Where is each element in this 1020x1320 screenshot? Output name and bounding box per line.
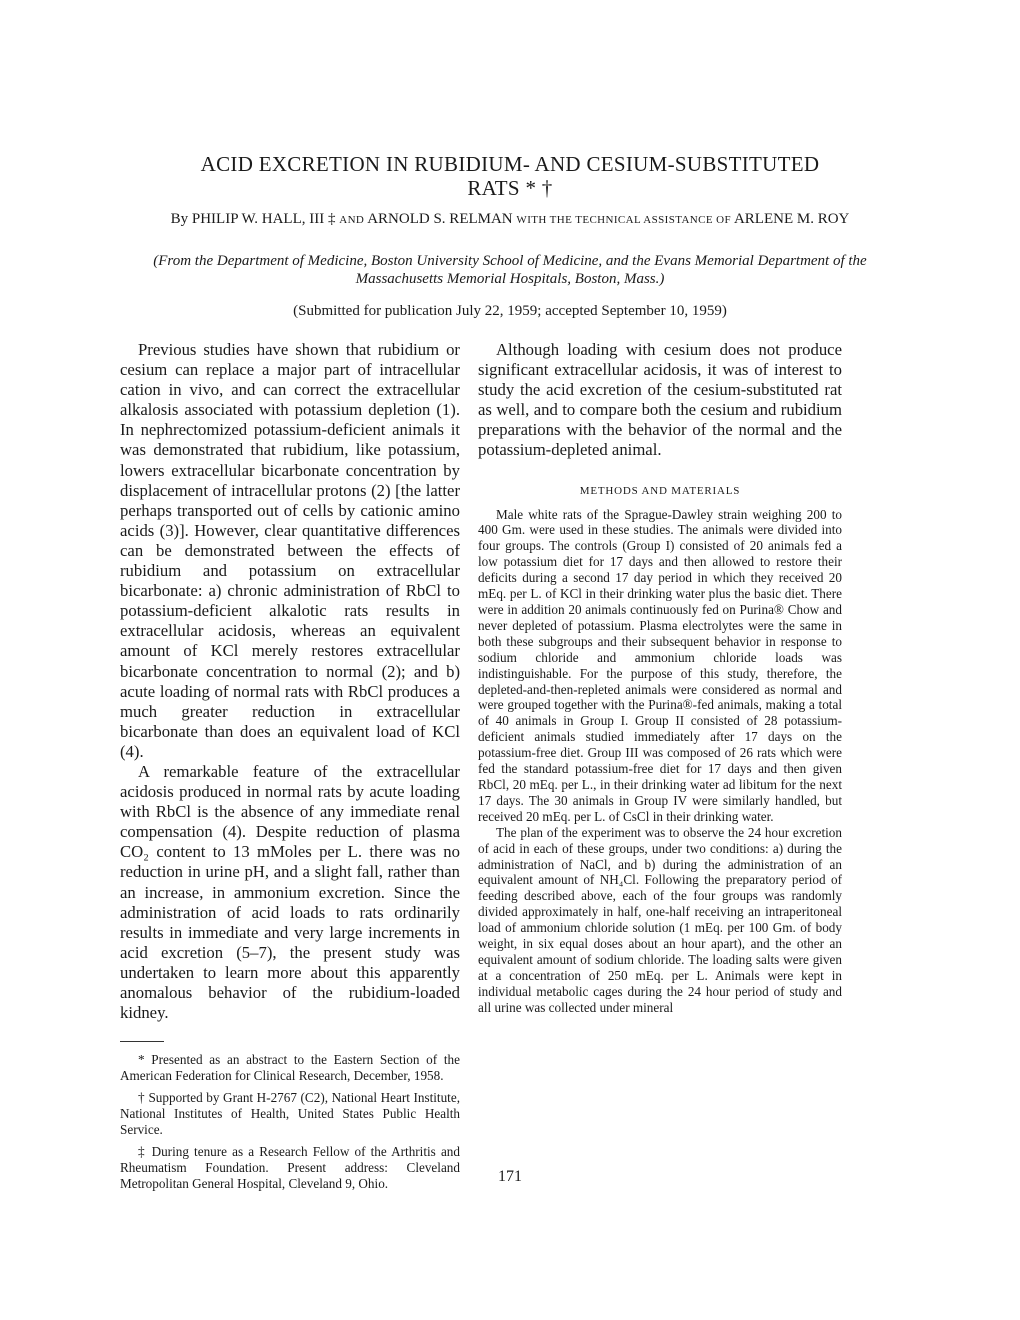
footnote-3: ‡ During tenure as a Research Fellow of the Arthritis and Rheumatism Foundation. Present address: Cleveland Metropolitan General Hospital, Cleveland 9, Ohio.: [120, 1143, 460, 1191]
intro-paragraph-1: Previous studies have shown that rubidium or cesium can replace a major part of intracellular cation in vivo, and can correct the extracellular alkalosis associated with potassium depletion (1). In nephrectomized potassium-deficient animals it was demonstrated that rubidium, like potassium, lowers extracellular bicarbonate concentration by displacement of intracellular protons (2) [the latter perhaps transported out of cells by cationic amino acids (3)]. However, clear quantitative differences can be demonstrated between the effects of rubidium and potassium on extracellular bicarbonate: a) chronic administration of RbCl to potassium-deficient alkalotic rats results in extracellular acidosis, whereas an equivalent amount of KCl merely restores extracellular bicarbonate concentration to normal (2); and b) acute loading of normal rats with RbCl produces a much greater reduction in extracellular bicarbonate than does an equivalent load of KCl (4).: [120, 340, 460, 761]
author-2: ARNOLD S. RELMAN: [367, 211, 513, 227]
methods-paragraph-2: The plan of the experiment was to observe the 24 hour excretion of acid in each of these groups, under two conditions: a) during the administration of NaCl, and b) during the administration of an equivalent amount of NH₄Cl. Following the preparatory period of feeding described above, each of the four groups was randomly divided approximately in half, one-half receiving an intraperitoneal load of ammonium chloride solution (1 mEq. per 100 Gm. of body weight, in six equal doses about an hour apart), and the other an equivalent amount of sodium chloride. The loading salts were given at a concentration of 250 mEq. per L. Animals were kept in individual metabolic cages during the 24 hour period of study and all urine was collected under mineral: [478, 824, 842, 1015]
assistant: ARLENE M. ROY: [733, 211, 850, 227]
affiliation: (From the Department of Medicine, Boston University School of Medicine, and the Evans Memorial Department of the Massachusetts Memorial Hospitals, Boston, Mass.): [153, 253, 867, 287]
author-1: PHILIP W. HALL, III ‡: [191, 211, 336, 227]
section-heading-methods: METHODS AND MATERIALS: [579, 484, 741, 497]
footnote-2: † Supported by Grant H-2767 (C2), National Heart Institute, National Institutes of Health, United States Public Health Service.: [120, 1090, 460, 1137]
footnote-rule: [120, 1041, 164, 1042]
footnote-1: * Presented as an abstract to the Eastern Section of the American Federation for Clinical Research, December, 1958.: [120, 1052, 460, 1084]
byline-and: AND: [339, 214, 365, 226]
byline-assistance: WITH THE TECHNICAL ASSISTANCE OF: [516, 214, 732, 226]
intro-paragraph-3: Although loading with cesium does not produce significant extracellular acidosis, it was of interest to study the acid excretion of the cesium-substituted rat as well, and to compare both the cesium and rubidium preparations with the behavior of the normal and the potassium-depleted animal.: [478, 340, 842, 460]
methods-paragraph-1: Male white rats of the Sprague-Dawley strain weighing 200 to 400 Gm. were used in these studies. The animals were divided into four groups. The controls (Group I) consisted of 20 animals fed a low potassium diet for 17 days and then allowed to restore their deficits during a second 17 day period in which they received 20 mEq. per L. of KCl in their drinking water plus the basic diet. There were in addition 20 animals continuously fed on Purina® Chow and never depleted of potassium. Plasma electrolytes were the same in both these subgroups and their subsequent behavior in response to sodium chloride and ammonium chloride loads was indistinguishable. For the purpose of this study, therefore, the depleted-and-then-repleted animals were considered as normal and were grouped together with the Purina®-fed animals, making a total of 40 animals in Group I. Group II consisted of 28 potassium-deficient animals studied immediately after 17 days on the potassium-free diet. Group III was composed of 26 rats which were fed the standard potassium-free diet for 17 days and then given RbCl, 20 mEq. per L., in their drinking water ad libitum for the next 17 days. The 30 animals in Group IV were similarly handled, but received 20 mEq. per L. of CsCl in their drinking water.: [478, 506, 842, 824]
title-line-1: ACID EXCRETION IN RUBIDIUM- AND CESIUM-SUBSTITUTED: [200, 152, 820, 176]
intro-paragraph-2: A remarkable feature of the extracellular acidosis produced in normal rats by acute loading with RbCl is the absence of any immediate renal compensation (4). Despite reduction of plasma CO₂ content to 13 mMoles per L. there was no reduction in urine pH, and a slight fall, rather than an increase, in ammonium excretion. Since the administration of acid loads to rats ordinarily results in immediate and very large increments in acid excretion (5–7), the present study was undertaken to learn more about this apparently anomalous behavior of the rubidium-loaded kidney.: [120, 761, 460, 1023]
right-column: [478, 340, 842, 1016]
page-number: 171: [498, 1168, 522, 1185]
title-line-2: RATS * †: [467, 176, 553, 200]
byline: [150, 210, 870, 229]
paper-title: [150, 152, 870, 200]
byline-by: By: [170, 211, 189, 227]
submission-dates: (Submitted for publication July 22, 1959; accepted September 10, 1959): [293, 303, 727, 319]
left-column: [120, 340, 460, 1197]
